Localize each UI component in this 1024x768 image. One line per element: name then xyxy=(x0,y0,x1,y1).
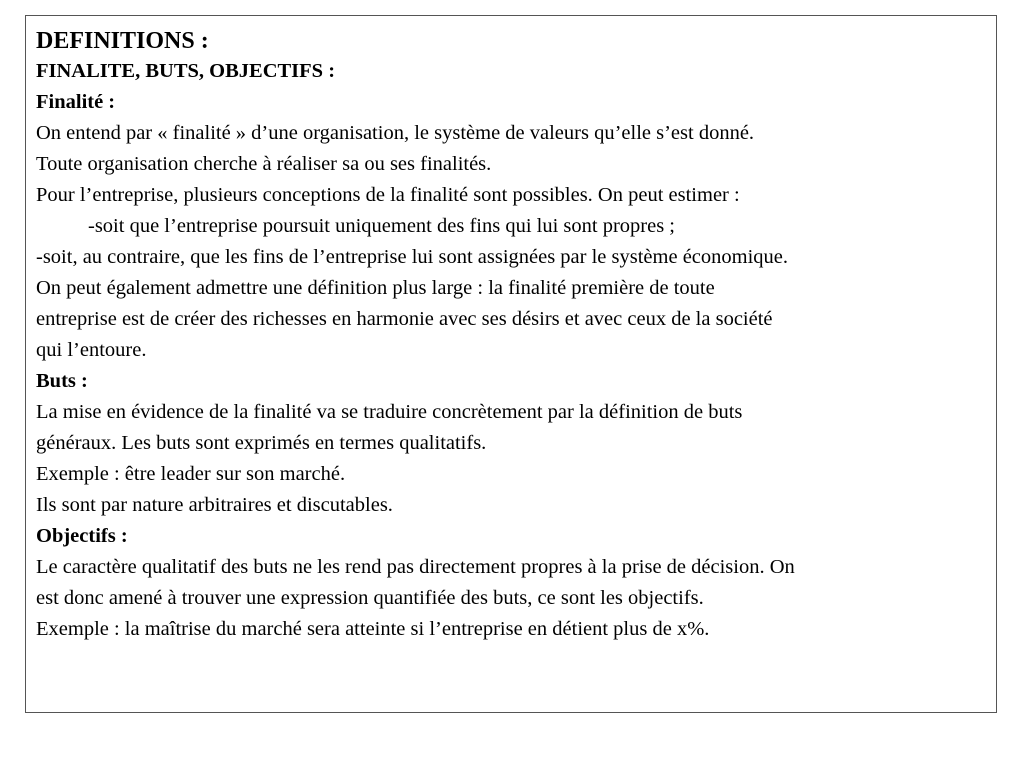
paragraph-line: est donc amené à trouver une expression quantifiée des buts, ce sont les objectifs. xyxy=(36,587,704,609)
document-content xyxy=(36,26,991,645)
paragraph-line: Toute organisation cherche à réaliser sa ou ses finalités. xyxy=(36,153,492,175)
paragraph-line: Pour l’entreprise, plusieurs conceptions de la finalité sont possibles. On peut estimer : xyxy=(36,184,740,206)
section-heading-buts: Buts : xyxy=(36,370,88,392)
paragraph-line: -soit, au contraire, que les fins de l’entreprise lui sont assignées par le système économique. xyxy=(36,246,789,268)
paragraph-line: Exemple : être leader sur son marché. xyxy=(36,463,346,485)
paragraph-line-indented: -soit que l’entreprise poursuit uniquement des fins qui lui sont propres ; xyxy=(88,215,676,237)
paragraph-line: On entend par « finalité » d’une organisation, le système de valeurs qu’elle s’est donné. xyxy=(36,122,755,144)
paragraph-line: On peut également admettre une définition plus large : la finalité première de toute xyxy=(36,277,715,299)
paragraph-line: généraux. Les buts sont exprimés en termes qualitatifs. xyxy=(36,432,487,454)
paragraph-line: qui l’entoure. xyxy=(36,339,147,361)
paragraph-line: Exemple : la maîtrise du marché sera atteinte si l’entreprise en détient plus de x%. xyxy=(36,618,710,640)
paragraph-line: Ils sont par nature arbitraires et discutables. xyxy=(36,494,393,516)
section-heading-objectifs: Objectifs : xyxy=(36,525,128,547)
document-title: DEFINITIONS : xyxy=(36,28,209,54)
document-subtitle: FINALITE, BUTS, OBJECTIFS : xyxy=(36,60,336,82)
paragraph-line: La mise en évidence de la finalité va se traduire concrètement par la définition de buts xyxy=(36,401,743,423)
document-frame xyxy=(25,15,997,713)
paragraph-line: entreprise est de créer des richesses en harmonie avec ses désirs et avec ceux de la société xyxy=(36,308,773,330)
paragraph-line: Le caractère qualitatif des buts ne les rend pas directement propres à la prise de décision. On xyxy=(36,556,795,578)
section-heading-finalite: Finalité : xyxy=(36,91,116,113)
